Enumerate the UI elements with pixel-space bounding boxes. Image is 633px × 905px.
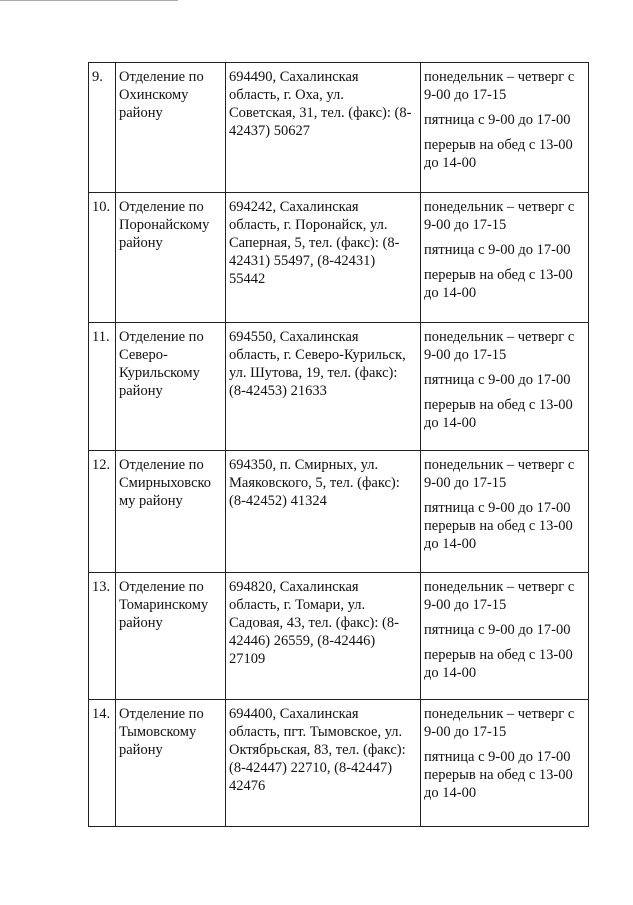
branch-name — [116, 700, 226, 827]
table-row — [89, 193, 589, 323]
branch-address-text: 694400, Сахалинская область, пгт. Тымовское, ул. Октябрьская, 83, тел. (факс): (8-42447) 22710, (8-42447) 42476 — [229, 706, 406, 794]
branch-address-text: 694350, п. Смирных, ул. Маяковского, 5, тел. (факс): (8-42452) 41324 — [229, 457, 400, 509]
working-hours-line: пятница с 9-00 до 17-00 перерыв на обед с 13-00 до 14-00 — [424, 749, 573, 801]
branch-name — [116, 63, 226, 193]
branch-address-text: 694820, Сахалинская область, г. Томари, ул. Садовая, 43, тел. (факс): (8- 42446) 26559, (8-42446) 27109 — [229, 579, 399, 667]
branch-name-text: Отделение по Северо- Курильскому району — [119, 329, 204, 399]
branch-schedule-table — [88, 62, 589, 827]
table-row — [89, 700, 589, 827]
branch-name-text: Отделение по Тымовскому району — [119, 706, 204, 758]
working-hours-line: понедельник – четверг с 9-00 до 17-15 — [424, 329, 575, 363]
branch-name-text: Отделение по Томаринскому району — [119, 579, 209, 631]
working-hours-line: перерыв на обед с 13-00 до 14-00 — [424, 397, 573, 431]
working-hours-line: перерыв на обед с 13-00 до 14-00 — [424, 647, 573, 681]
branch-name — [116, 323, 226, 451]
branch-address — [226, 63, 421, 193]
header-rule — [0, 0, 178, 1]
table-row — [89, 323, 589, 451]
working-hours-line: понедельник – четверг с 9-00 до 17-15 — [424, 706, 575, 740]
branch-address — [226, 573, 421, 700]
branch-address — [226, 193, 421, 323]
row-number-text: 14. — [92, 706, 111, 722]
row-number-text: 12. — [92, 457, 111, 473]
branch-name — [116, 451, 226, 573]
table-row — [89, 63, 589, 193]
working-hours-line: понедельник – четверг с 9-00 до 17-15 — [424, 457, 575, 491]
working-hours-line: пятница с 9-00 до 17-00 — [424, 242, 571, 258]
branch-address-text: 694550, Сахалинская область, г. Северо-Курильск, ул. Шутова, 19, тел. (факс): (8-42453) 21633 — [229, 329, 406, 399]
working-hours — [421, 573, 589, 700]
row-number — [89, 63, 116, 193]
row-number-text: 10. — [92, 199, 111, 215]
working-hours-line: пятница с 9-00 до 17-00 — [424, 112, 571, 128]
row-number-text: 9. — [92, 69, 103, 85]
working-hours-line: понедельник – четверг с 9-00 до 17-15 — [424, 199, 575, 233]
table-row — [89, 573, 589, 700]
row-number — [89, 193, 116, 323]
working-hours-line: перерыв на обед с 13-00 до 14-00 — [424, 267, 573, 301]
working-hours-line: пятница с 9-00 до 17-00 перерыв на обед с 13-00 до 14-00 — [424, 500, 573, 552]
working-hours — [421, 193, 589, 323]
branch-address-text: 694490, Сахалинская область, г. Оха, ул. Советская, 31, тел. (факс): (8- 42437) 50627 — [229, 69, 412, 139]
branch-name — [116, 573, 226, 700]
branch-name — [116, 193, 226, 323]
table-row — [89, 451, 589, 573]
working-hours — [421, 63, 589, 193]
branch-address-text: 694242, Сахалинская область, г. Поронайск, ул. Саперная, 5, тел. (факс): (8- 42431) 55497, (8-42431) 55442 — [229, 199, 400, 287]
branch-address — [226, 323, 421, 451]
branch-name-text: Отделение по Охинскому району — [119, 69, 204, 121]
row-number — [89, 700, 116, 827]
branch-name-text: Отделение по Поронайскому району — [119, 199, 210, 251]
working-hours — [421, 323, 589, 451]
row-number-text: 11. — [92, 329, 110, 345]
working-hours — [421, 700, 589, 827]
working-hours-line: пятница с 9-00 до 17-00 — [424, 622, 571, 638]
row-number — [89, 573, 116, 700]
working-hours-line: понедельник – четверг с 9-00 до 17-15 — [424, 69, 575, 103]
working-hours-line: понедельник – четверг с 9-00 до 17-15 — [424, 579, 575, 613]
branch-name-text: Отделение по Смирныховско му району — [119, 457, 212, 509]
working-hours-line: пятница с 9-00 до 17-00 — [424, 372, 571, 388]
working-hours-line: перерыв на обед с 13-00 до 14-00 — [424, 137, 573, 171]
branch-address — [226, 700, 421, 827]
row-number — [89, 323, 116, 451]
row-number — [89, 451, 116, 573]
row-number-text: 13. — [92, 579, 111, 595]
branch-address — [226, 451, 421, 573]
working-hours — [421, 451, 589, 573]
